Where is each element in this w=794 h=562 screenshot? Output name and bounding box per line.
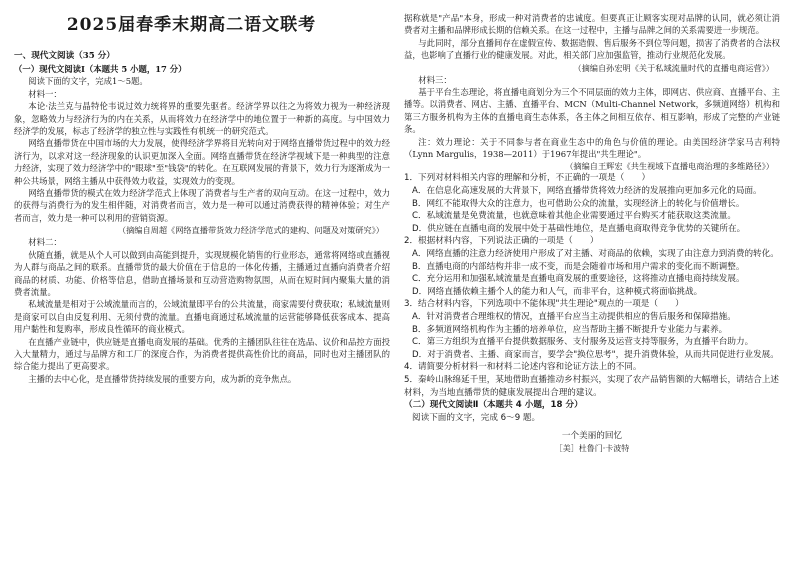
question-1: 1．下列对材料相关内容的理解和分析，不正确的一项是（ ）	[404, 173, 651, 184]
question-2-option-a: A．网络直播的注意力经济使用户形成了对主播、对商品的依赖，实现了由注意力到消费的转化。	[412, 249, 779, 260]
material-1-paragraph: 网络直播带货在中国市场的大力发展，使得经济学界将目光转向对于网络直播带货过程中的效力经济行为，以求对这一经济现象的认识更加深入全面。网络直播带货在经济学视域下是一种典型的注意力经济，实现了效力经济学中的"眼球"至"钱袋"的转化。在互联网发展的背景下，效力行为逐渐成为一种公共场景，网络主播从中获得效力收益，实现效力的变现。	[14, 138, 390, 186]
material-1-paragraph: 网络直播带货的模式在效力经济学范式上体现了消费者与生产者的双向互动。在这一过程中，效力的获得与消费行为的发生相伴随，对消费者而言，效力是一种可以通过消费获得的精神体验；对生产者而言，效力是一种可以利用的营销资源。	[14, 188, 390, 223]
question-2-option-b: B．直播电商的内部结构并非一成不变，而是会随着市场和用户需求的变化而不断调整。	[412, 261, 745, 272]
question-3: 3．结合材料内容，下列选项中不能体现"共生理论"观点的一项是（ ）	[404, 299, 684, 310]
material-3-source: （摘编自王辉宏《共生视域下直播电商治理的多维路径》）	[565, 161, 774, 172]
subsection-heading: （一）现代文阅读Ⅰ（本题共 5 小题，17 分）	[14, 64, 187, 74]
section-heading: 一、现代文阅读（35 分）	[14, 51, 115, 61]
material-2-paragraph: 私域流量是相对于公域流量而言的，公域流量即平台的公共流量，商家需要付费获取；私域流量则是商家可以自由反复利用、无须付费的流量。直播电商通过私域流量的运营能够降低获客成本、提高用户黏性和复购率，形成良性循环的商业模式。	[14, 299, 390, 335]
material-2-source: （摘编自孙宏明《关于私域流量时代的直播电商运营》）	[573, 62, 774, 73]
question-1-option-a: A．在信息化高速发展的大背景下，网络直播带货将效力经济的发展推向更加多元化的局面。	[412, 186, 762, 197]
question-2: 2．根据材料内容，下列说法正确的一项是（ ）	[404, 236, 599, 247]
story-author: ［美］杜鲁门·卡波特	[554, 444, 630, 454]
left-column	[14, 12, 390, 554]
subsection-2-instruction: 阅读下面的文字，完成 6～9 题。	[412, 412, 541, 423]
question-1-option-d: D．供应链在直播电商的发展中处于基础性地位，是直播电商取得竞争优势的关键所在。	[412, 223, 746, 234]
material-2-paragraph: 主播的去中心化，是直播带货持续发展的重要方向，成为新的竞争焦点。	[28, 373, 297, 384]
question-3-option-d: D．对于消费者、主播、商家而言，要学会"换位思考"，提升消费体验，从而共同促进行业发展。	[412, 349, 779, 360]
material-2-label: 材料二：	[28, 237, 62, 248]
material-2-paragraph: 伙随直播，就是从个人可以做到由高能到提升，实现规模化销售的行业形态，通常将网络或直播视为人群与商品之间的联系。直播带货的最大价值在于信息的一体化传播，主播通过直播向消费者介绍商品的材质、功能、价格等信息，借助直播场景和互动营造购物氛围，从而在短时间内聚集大量的消费者流量。	[14, 249, 390, 297]
right-column	[404, 12, 780, 554]
question-4: 4．请简要分析材料一和材料二论述内容和论证方法上的不同。	[404, 362, 642, 373]
material-3-paragraph: 基于平台生态理论，将直播电商划分为三个不同层面的效力主体，即网店、供应商、直播平台、主播等。以消费者、网店、主播、直播平台、MCN（Multi-Channel Network，多频道网络）机构和第三方服务机构为主体的直播电商生态体系，各主体之间相互依存、相互影响，形成了完整的产业链条。	[404, 87, 780, 135]
exam-title: 2025届春季末期高二语文联考	[66, 15, 317, 35]
question-3-option-b: B．多频道网络机构作为主播的培养单位，应当帮助主播不断提升专业能力与素养。	[412, 324, 728, 335]
material-1-source: （摘编自周超《网络直播带货效力经济学范式的建构、问题及对策研究》）	[117, 225, 384, 236]
story-title: 一个美丽的回忆	[561, 431, 623, 442]
reading-instruction: 阅读下面的文字，完成1～5题。	[28, 76, 148, 87]
material-1-paragraph: 本论·法兰克与晶特伦韦说过效力统将界的重要先驱者。经济学界以往之为将效力视为一种经济现象，忽略效力与经济行为的内在关系，从而将效力在经济学中的地位置于一种新的高度。与中国效力经济学的发展，标志了经济学的独立性与实践性有机统一的研究范式。	[14, 101, 390, 137]
question-1-option-b: B．网红不能取得大众的注意力，也可借助公众的流量，实现经济上的转化与价值增长。	[412, 198, 745, 209]
question-3-option-c: C．第三方组织为直播平台提供数据服务、支付服务及运营支持等服务，为直播平台助力。	[412, 337, 754, 348]
material-2-paragraph: 与此同时，部分直播间存在虚假宣传、数据造假、售后服务不到位等问题，损害了消费者的合法权益，也影响了直播行业的健康发展。对此，相关部门应加强监管，推动行业规范化发展。	[404, 37, 780, 61]
material-2-continued: 据称就是"产品"本身，形成一种对消费者的忠诚度。但要真正让顾客实现对品牌的认同，就必须让消费者对主播和品牌形成长期的信赖关系。在这一过程中，主播与品牌之间的关系需要进一步规范。	[404, 13, 780, 36]
question-2-option-d: D．网络直播依赖主播个人的能力和人气，而非平台，这种模式将面临挑战。	[412, 286, 703, 297]
material-2-paragraph: 在直播产业链中，供应链是直播电商发展的基础。优秀的主播团队往往在选品、议价和品控方面投入大量精力，通过与品牌方和工厂的深度合作，为消费者提供高性价比的商品，同时也对主播团队的综合能力提出了更高要求。	[14, 336, 390, 372]
question-3-option-a: A．针对消费者合理维权的情况，直播平台应当主动提供相应的售后服务和保障措施。	[412, 312, 736, 322]
question-1-option-c: C．私域流量是免费流量，也就意味着其他企业需要通过平台购买才能获取这类流量。	[412, 211, 736, 222]
subsection-2-heading: （二）现代文阅读Ⅱ（本题共 4 小题，18 分）	[404, 400, 583, 411]
question-2-option-c: C．充分运用和加强私域流量是直播电商发展的重要途径，这将推动直播电商持续发展。	[412, 274, 745, 285]
material-3-label: 材料三：	[418, 74, 452, 85]
question-5: 5．秦岭山脉绵延千里，某地借助直播推动乡村振兴，实现了农产品销售额的大幅增长，请结合上述材料，为当地直播带货的健康发展提出合理的建议。	[404, 374, 780, 398]
material-3-note: 注：效力理论：关于不同参与者在商业生态中的角色与价值的理论。由美国经济学家马吉利特（Lynn Margulis，1938—2011）于1967年提出"共生理论"。	[404, 136, 780, 160]
material-1-label: 材料一：	[28, 88, 62, 99]
